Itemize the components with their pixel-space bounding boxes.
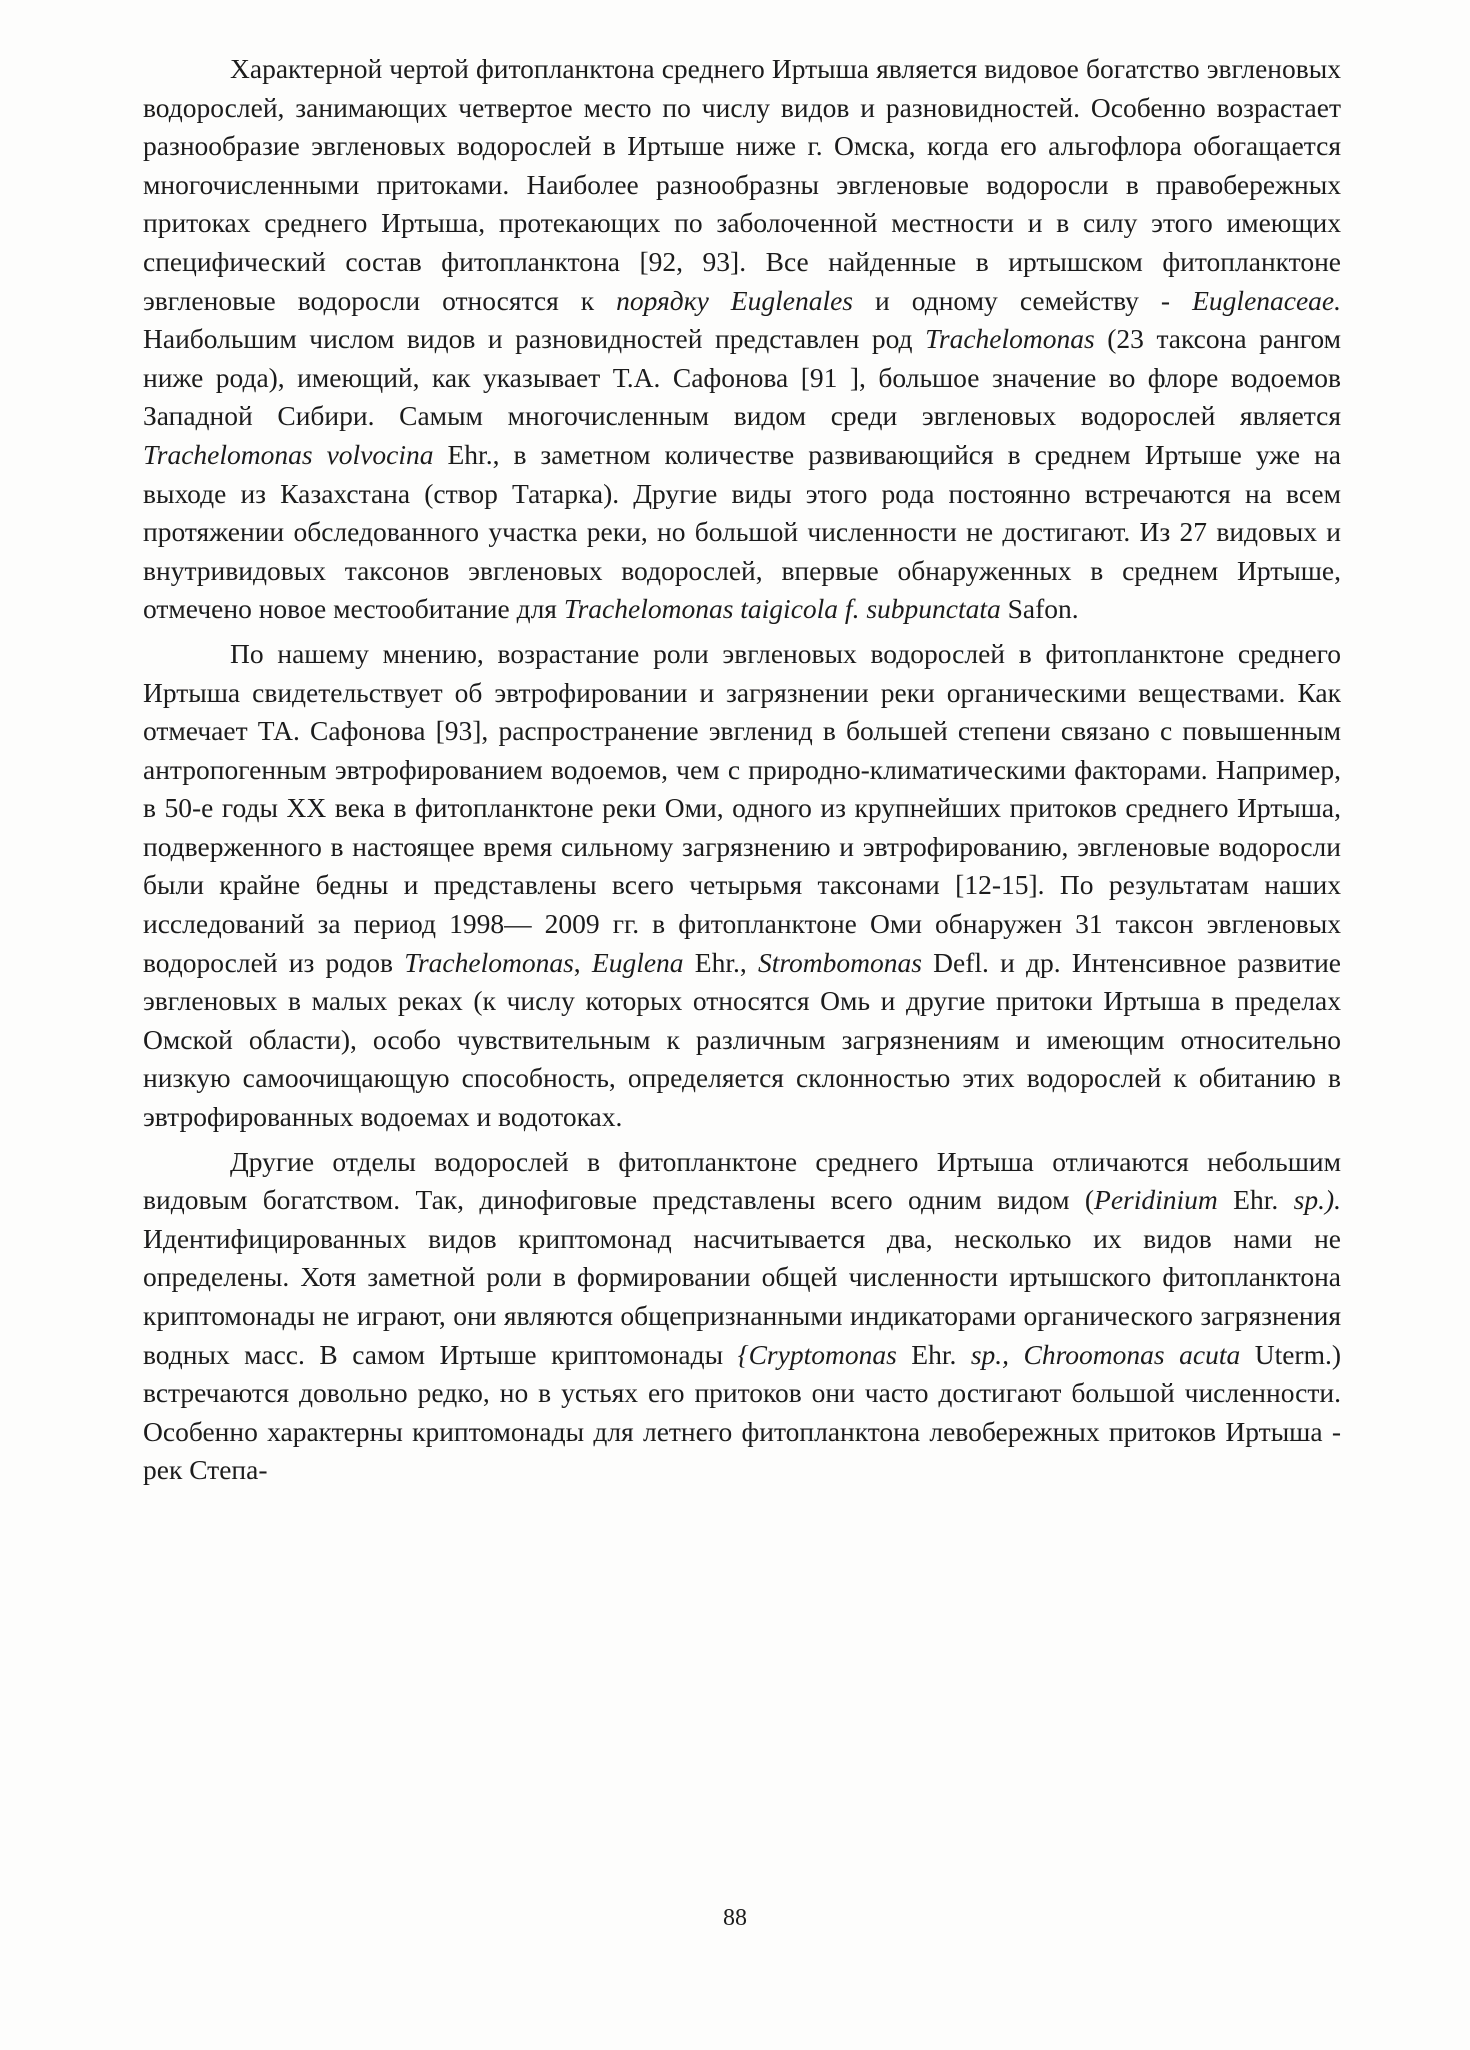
italic-text-segment: Trachelomonas volvocina — [143, 438, 434, 470]
text-segment: Наибольшим числом видов и разновидностей представлен род — [143, 323, 926, 355]
text-segment: Uterm.) встречаются довольно редко, но в устьях его притоков они часто достигают большой численности. Особенно характерны криптомонады для летнего фитопланктона левобережных притоков Иртыша - рек Степа- — [143, 1338, 1341, 1486]
italic-text-segment: порядку Euglenales — [616, 284, 853, 316]
italic-text-segment: {Cryptomonas — [737, 1338, 897, 1370]
text-segment: Характерной чертой фитопланктона среднего Иртыша является видовое богатство эвгленовых водорослей, занимающих четвертое место по числу видов и разновидностей. Особенно возрастает разнообразие эвгленовых водорослей в Иртыше ниже г. Омска, когда его альгофлора обогащается многочисленными притоками. Наиболее разнообразны эвгленовые водоросли в правобережных притоках среднего Иртыша, протекающих по заболоченной местности и в силу этого имеющих специфический состав фитопланктона [92, 93]. Все найденные в иртышском фитопланктоне эвгленовые водоросли относятся к — [143, 53, 1341, 316]
text-segment: Ehr. — [896, 1338, 971, 1370]
text-segment: По нашему мнению, возрастание роли эвгленовых водорослей в фитопланктоне среднего Иртыша свидетельствует об эвтрофировании и загрязнении реки органическими веществами. Как отмечает ТА. Сафонова [93], распространение эвгленид в большей степени связано с повышенным антропогенным эвтрофированием водоемов, чем с природно-климатическими факторами. Например, в 50-е годы XX века в фитопланктоне реки Оми, одного из крупнейших притоков среднего Иртыша, подверженного в настоящее время сильному загрязнению и эвтрофированию, эвгленовые водоросли были крайне бедны и представлены всего четырьмя таксонами [12-15]. По результатам наших исследований за период 1998— 2009 гг. в фитопланктоне Оми обнаружен 31 таксон эвгленовых водорослей из родов — [143, 637, 1341, 978]
italic-text-segment: Trachelomonas taigicola f. subpunctata — [563, 593, 1001, 625]
text-segment: Ehr., в заметном количестве развивающийся в среднем Иртыше уже на выходе из Казахстана (створ Татарка). Другие виды этого рода постоянно встречаются на всем протяжении обследованного участка реки, но большой численности не достигают. Из 27 видовых и внутривидовых таксонов эвгленовых водорослей, впервые обнаруженных в среднем Иртыше, отмечено новое местообитание для — [143, 438, 1341, 625]
page-number: 88 — [723, 1905, 747, 1931]
italic-text-segment: Peridinium — [1094, 1184, 1218, 1216]
italic-text-segment: Euglena — [591, 946, 684, 978]
text-segment: Другие отделы водорослей в фитопланктоне среднего Иртыша отличаются небольшим видовым богатством. Так, динофиговые представлены всего одним видом ( — [143, 1145, 1341, 1216]
italic-text-segment: Euglenaceae. — [1192, 284, 1342, 316]
paragraph-2 — [143, 635, 1341, 1137]
italic-text-segment: sp.). — [1293, 1184, 1341, 1216]
text-segment: Идентифицированных видов криптомонад насчитывается два, несколько их видов нами не определены. Хотя заметной роли в формировании общей численности иртышского фитопланктона криптомонады не играют, они являются общепризнанными индикаторами органического загрязнения водных масс. В самом Иртыше криптомонады — [143, 1222, 1341, 1370]
body-text — [143, 50, 1341, 1490]
italic-text-segment: Trachelomonas — [925, 323, 1095, 355]
text-segment: (23 таксона рангом ниже рода), имеющий, как указывает Т.А. Сафонова [91 ], большое значение во флоре водоемов Западной Сибири. Самым многочисленным видом среди эвгленовых водорослей является — [143, 323, 1342, 432]
text-segment: Ehr., — [683, 946, 758, 978]
text-segment: и одному семейству - — [853, 284, 1193, 316]
text-segment: Safon. — [1000, 593, 1079, 625]
italic-text-segment: Trachelomonas — [404, 946, 574, 978]
italic-text-segment: sp., Chroomonas acuta — [970, 1338, 1241, 1370]
paragraph-3 — [143, 1143, 1341, 1490]
text-segment: Defl. и др. Интенсивное развитие эвгленовых в малых реках (к числу которых относятся Омь и другие притоки Иртыша в пределах Омской области), особо чувствительным к различным загрязнениям и имеющим относительно низкую самоочищающую способность, определяется склонностью этих водорослей к обитанию в эвтрофированных водоемах и водотоках. — [143, 946, 1341, 1133]
paragraph-1 — [143, 50, 1341, 629]
text-segment: Ehr. — [1217, 1184, 1294, 1216]
text-segment: , — [573, 946, 592, 978]
italic-text-segment: Strombomonas — [757, 946, 922, 978]
